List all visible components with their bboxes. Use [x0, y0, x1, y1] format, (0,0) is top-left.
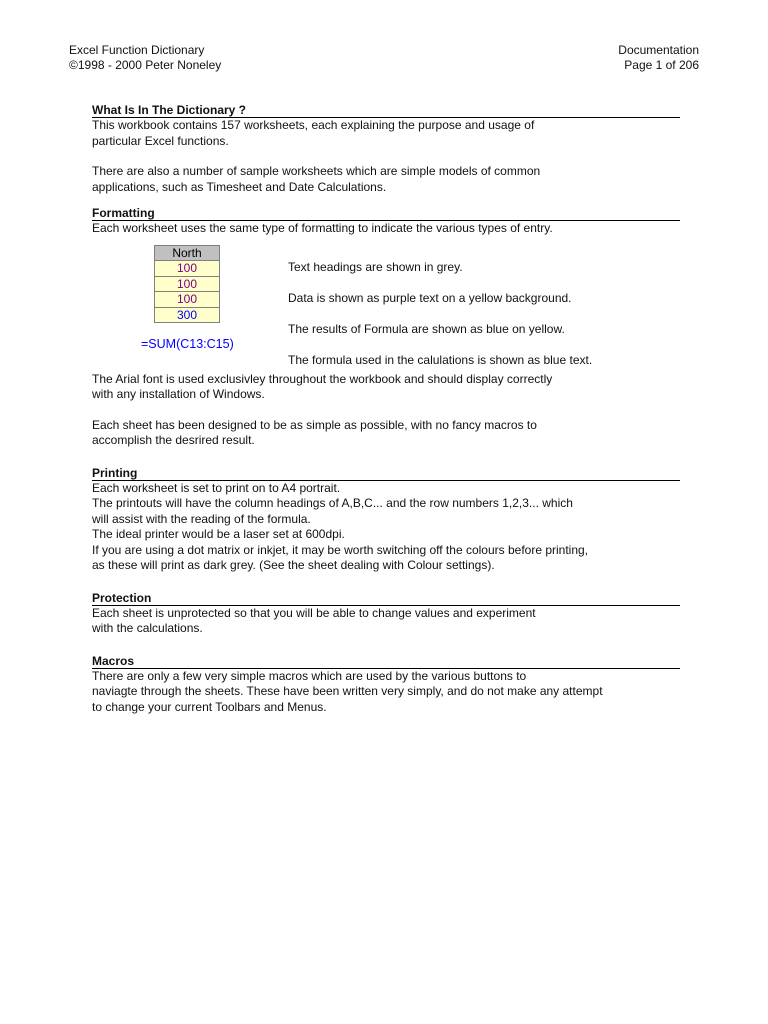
paragraph: Each worksheet uses the same type of formatting to indicate the various types of entry. — [92, 221, 553, 235]
paragraph: There are also a number of sample worksheets which are simple models of common applications, such as Timesheet and Date Calculations. — [92, 164, 541, 194]
table-data-cell: 100 — [155, 276, 220, 292]
formatting-sample — [92, 237, 680, 367]
paragraph: Each worksheet is set to print on to A4 portrait. The printouts will have the column headings of A,B,C... and the row numbers 1,2,3... which will assist with the reading of the formula. The ideal printer would be a laser set at 600dpi. If you are using a dot matrix or inkjet, it may be worth switching off the colours before printing, as these will print as dark grey. (See the sheet dealing with Colour settings). — [92, 480, 589, 572]
paragraph: Each sheet has been designed to be as simple as possible, with no fancy macros to accomplish the desrired result. — [92, 417, 537, 447]
description-data: Data is shown as purple text on a yellow background. — [288, 290, 572, 305]
table-result-cell: 300 — [155, 307, 220, 323]
copyright-line: ©1998 - 2000 Peter Noneley — [69, 58, 222, 72]
section-title-what: What Is In The Dictionary ? — [92, 103, 247, 117]
sample-table — [154, 245, 220, 324]
paragraph: There are only a few very simple macros which are used by the various buttons to naviagte through the sheets. These have been written very simply, and do not make any attempt to change your current Toolbars and Menus. — [92, 668, 603, 714]
page-header-right — [618, 43, 699, 73]
section-title-formatting: Formatting — [92, 206, 155, 220]
paragraph: The Arial font is used exclusivley throughout the workbook and should display correctly with any installation of Windows. — [92, 371, 553, 401]
page-header-left — [69, 43, 221, 73]
table-data-cell: 100 — [155, 292, 220, 308]
page-number: Page 1 of 206 — [624, 58, 699, 72]
table-data-cell: 100 — [155, 261, 220, 277]
formula-example: =SUM(C13:C15) — [141, 336, 234, 351]
table-heading-cell: North — [155, 245, 220, 261]
document-body — [92, 103, 680, 715]
document-type: Documentation — [618, 43, 699, 57]
section-title-macros: Macros — [92, 653, 135, 668]
paragraph: This workbook contains 157 worksheets, each explaining the purpose and usage of particular Excel functions. — [92, 118, 535, 148]
description-results: The results of Formula are shown as blue on yellow. — [288, 321, 565, 336]
section-title-printing: Printing — [92, 465, 138, 480]
description-formula: The formula used in the calulations is shown as blue text. — [288, 352, 593, 367]
paragraph: Each sheet is unprotected so that you will be able to change values and experiment with the calculations. — [92, 605, 536, 635]
description-headings: Text headings are shown in grey. — [288, 259, 463, 274]
section-title-protection: Protection — [92, 590, 152, 605]
document-title: Excel Function Dictionary — [69, 43, 205, 57]
